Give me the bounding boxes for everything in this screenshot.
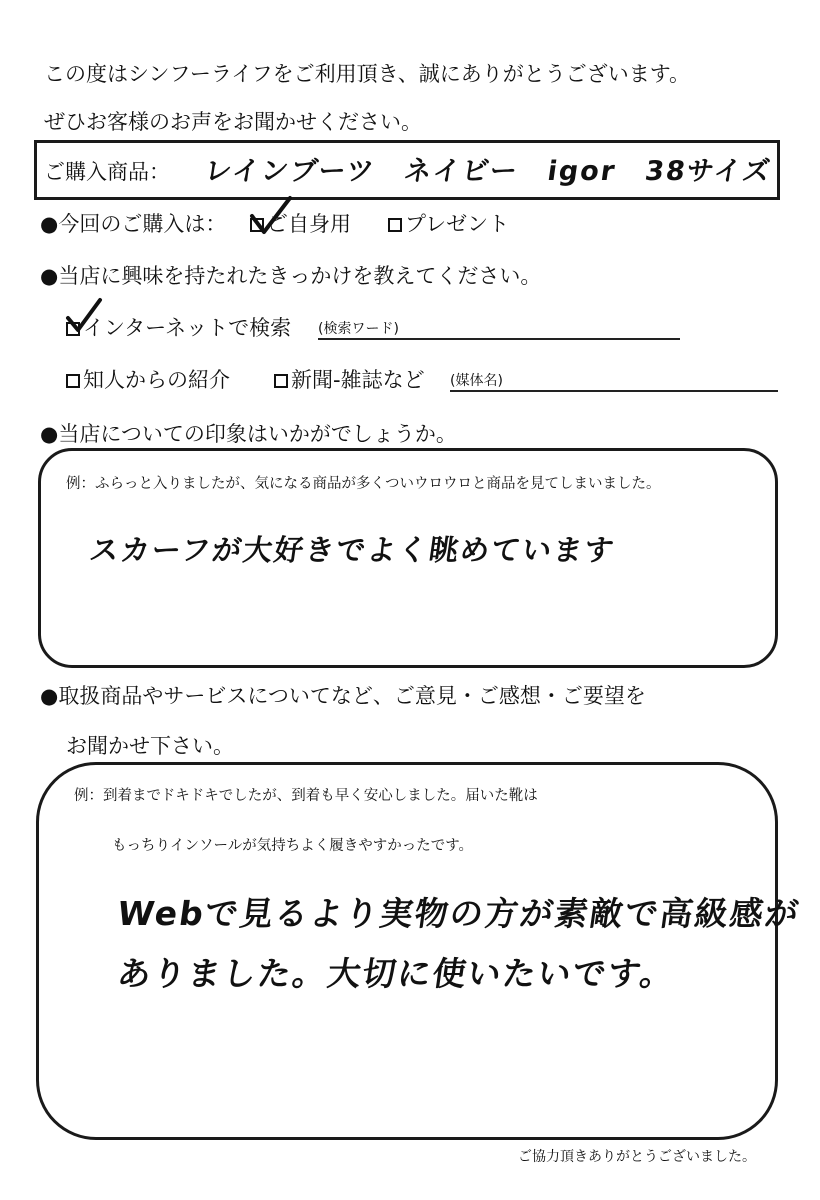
- checkmark-icon: [64, 296, 104, 336]
- q4-answer-line-2: ありました。大切に使いたいです。: [114, 954, 678, 993]
- q2-option-friend-label: 知人からの紹介: [83, 368, 230, 392]
- q4-question-line-2: お聞かせ下さい。: [66, 734, 234, 758]
- media-label: (媒体名): [450, 373, 503, 389]
- q3-example: 例：ふらっと入りましたが、気になる商品が多くついウロウロと商品を見てしまいました。: [66, 476, 661, 492]
- purchase-label: ご購入商品：: [44, 160, 170, 184]
- q2-option-friend: [66, 364, 230, 394]
- footer-thanks: ご協力頂きありがとうございました。: [518, 1149, 756, 1165]
- q1-option-present: [388, 208, 509, 238]
- q4-example-line-2: もっちりインソールが気持ちよく履きやすかったです。: [112, 838, 474, 854]
- intro-line-2: ぜひお客様のお声をお聞かせください。: [44, 110, 422, 134]
- checkmark-icon: [248, 194, 294, 238]
- q4-example-line-1: 例：到着までドキドキでしたが、到着も早く安心しました。届いた靴は: [74, 788, 538, 804]
- search-word-field[interactable]: [318, 338, 680, 340]
- search-word-label: (検索ワード): [318, 321, 399, 337]
- q2-option-internet-label: インターネットで検索: [83, 316, 292, 340]
- checkbox-present[interactable]: [388, 218, 402, 232]
- q4-answer-line-1: Webで見るより実物の方が素敵で高級感が: [114, 894, 803, 933]
- q2-option-media-label: 新聞-雑誌など: [291, 368, 425, 392]
- q2-option-media: [274, 364, 425, 394]
- q1-question: ●今回のご購入は：: [40, 212, 227, 236]
- q1-option-present-label: プレゼント: [405, 212, 510, 236]
- purchase-handwritten: レインブーツ ネイビー igor 38サイズ: [202, 156, 774, 187]
- q2-question: ●当店に興味を持たれたきっかけを教えてください。: [40, 264, 542, 288]
- q1-option-self-label: ご自身用: [267, 212, 351, 236]
- q3-answer: スカーフが大好きでよく眺めています: [87, 533, 618, 567]
- intro-line-1: この度はシンフーライフをご利用頂き、誠にありがとうございます。: [44, 62, 691, 86]
- q3-question: ●当店についての印象はいかがでしょうか。: [40, 422, 457, 446]
- checkbox-media[interactable]: [274, 374, 288, 388]
- checkbox-friend[interactable]: [66, 374, 80, 388]
- media-name-field[interactable]: [450, 390, 778, 392]
- q4-question-line-1: ●取扱商品やサービスについてなど、ご意見・ご感想・ご要望を: [40, 684, 646, 708]
